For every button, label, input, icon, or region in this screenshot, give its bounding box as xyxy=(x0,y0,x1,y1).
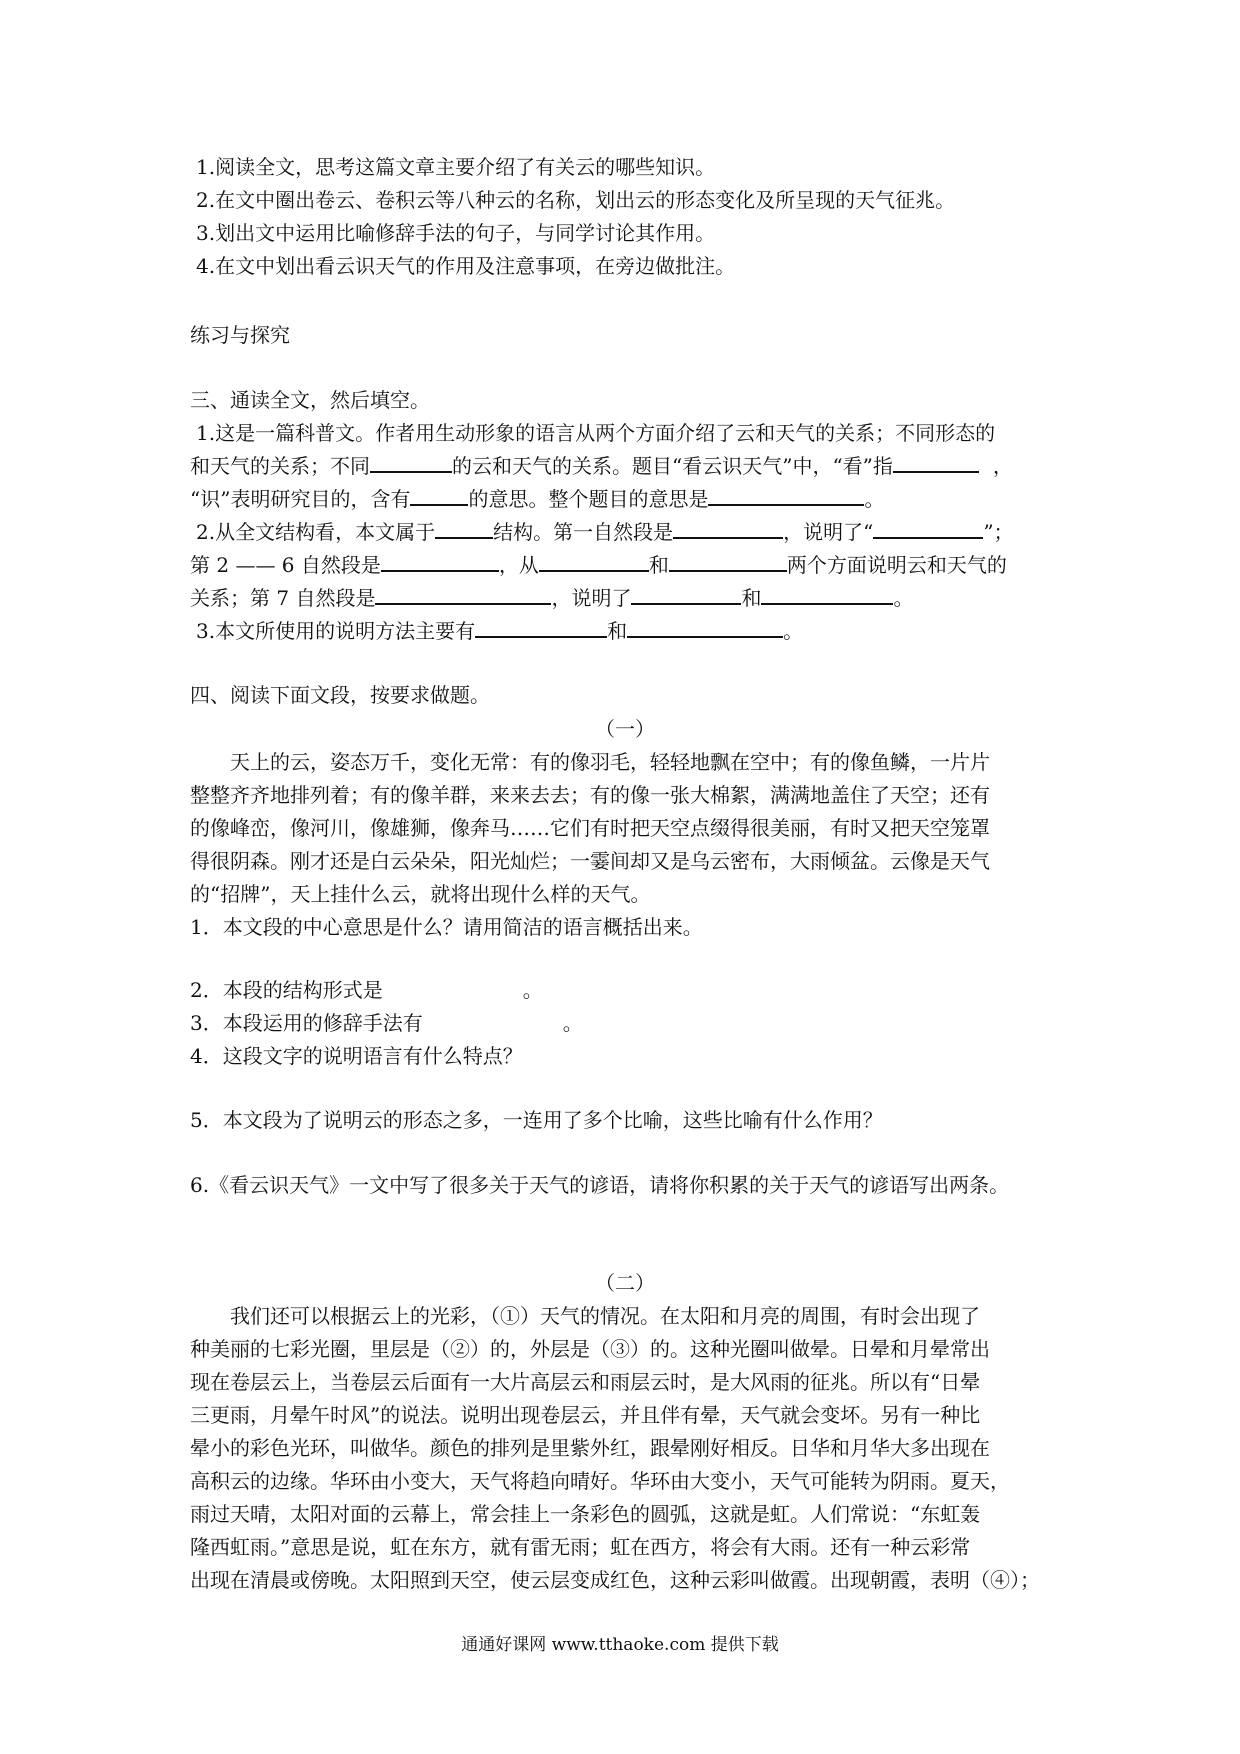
p1-question-1: 1．本文段的中心意思是什么？请用简洁的语言概括出来。 xyxy=(190,915,703,939)
s3-q2-line3: 关系；第 7 自然段是 ，说明了 和 。 xyxy=(190,586,914,610)
s3-q2-line1: 2.从全文结构看，本文属于 结构。第一自然段是 ，说明了“ ”； xyxy=(196,520,1014,544)
p1-question-3: 3．本段运用的修辞手法有 。 xyxy=(190,1011,583,1035)
blank xyxy=(761,585,893,605)
part1-line: 的“招牌”，天上挂什么云，就将出现什么样的天气。 xyxy=(190,882,651,906)
s3-q1-line2: 和天气的关系；不同 的云和天气的关系。题目“看云识天气”中，“看”指 ， xyxy=(190,454,1013,478)
part2-line: 我们还可以根据云上的光彩，（①）天气的情况。在太阳和月亮的周围，有时会出现了 xyxy=(230,1304,980,1328)
part1-line: 整整齐齐地排列着；有的像羊群，来来去去；有的像一张大棉絮，满满地盖住了天空；还有 xyxy=(190,783,990,807)
task-2: 2.在文中圈出卷云、卷积云等八种云的名称，划出云的形态变化及所呈现的天气征兆。 xyxy=(196,188,956,212)
blank xyxy=(435,519,493,539)
blank xyxy=(410,486,468,506)
blank xyxy=(893,453,979,473)
page-footer: 通通好课网 www.tthaoke.com 提供下载 xyxy=(461,1635,779,1655)
section-practice-heading: 练习与探究 xyxy=(190,323,290,347)
p1-question-5: 5．本文段为了说明云的形态之多，一连用了多个比喻，这些比喻有什么作用？ xyxy=(190,1108,883,1132)
p1-question-4: 4．这段文字的说明语言有什么特点？ xyxy=(190,1044,523,1068)
blank xyxy=(708,486,864,506)
blank xyxy=(375,585,551,605)
blank xyxy=(475,618,607,638)
part2-line: 隆西虹雨。”意思是说，虹在东方，就有雷无雨；虹在西方，将会有大雨。还有一种云彩常 xyxy=(190,1535,971,1559)
s3-q1-line1: 1.这是一篇科普文。作者用生动形象的语言从两个方面介绍了云和天气的关系；不同形态的 xyxy=(196,421,996,445)
part1-line: 的像峰峦，像河川，像雄狮，像奔马……它们有时把天空点缀得很美丽，有时又把天空笼罩 xyxy=(190,816,990,840)
part2-heading: （二） xyxy=(595,1271,655,1295)
blank xyxy=(627,618,783,638)
blank xyxy=(669,552,787,572)
part1-heading: （一） xyxy=(595,717,655,741)
part2-line: 现在卷层云上，当卷层云后面有一大片高层云和雨层云时，是大风雨的征兆。所以有“日晕 xyxy=(190,1370,981,1394)
part2-line: 晕小的彩色光环，叫做华。颜色的排列是里紫外红，跟晕刚好相反。日华和月华大多出现在 xyxy=(190,1436,990,1460)
part2-line: 出现在清晨或傍晚。太阳照到天空，使云层变成红色，这种云彩叫做霞。出现朝霞，表明（④）； xyxy=(190,1568,1040,1592)
task-4: 4.在文中划出看云识天气的作用及注意事项，在旁边做批注。 xyxy=(196,254,736,278)
part2-line: 三更雨，月晕午时风”的说法。说明出现卷层云，并且伴有晕，天气就会变坏。另有一种比 xyxy=(190,1403,981,1427)
blank xyxy=(673,519,783,539)
s3-q1-line3: “识”表明研究目的，含有 的意思。整个题目的意思是 。 xyxy=(190,487,885,511)
part2-line: 雨过天晴，太阳对面的云幕上，常会挂上一条彩色的圆弧，这就是虹。人们常说：“东虹轰 xyxy=(190,1502,981,1526)
s3-q3: 3.本文所使用的说明方法主要有 和 。 xyxy=(196,619,804,643)
section3-title: 三、通读全文，然后填空。 xyxy=(190,388,430,412)
p1-question-6: 6.《看云识天气》一文中写了很多关于天气的谚语，请将你积累的关于天气的谚语写出两条。 xyxy=(190,1173,1010,1197)
part1-line: 天上的云，姿态万千，变化无常：有的像羽毛，轻轻地飘在空中；有的像鱼鳞，一片片 xyxy=(230,750,990,774)
s3-q2-line2: 第 2 —— 6 自然段是 ，从 和 两个方面说明云和天气的 xyxy=(190,553,1007,577)
blank xyxy=(370,453,452,473)
blank xyxy=(873,519,983,539)
blank xyxy=(381,552,499,572)
p1-question-2: 2．本段的结构形式是 。 xyxy=(190,978,543,1002)
blank xyxy=(631,585,741,605)
section4-title: 四、阅读下面文段，按要求做题。 xyxy=(190,683,490,707)
task-1: 1.阅读全文，思考这篇文章主要介绍了有关云的哪些知识。 xyxy=(196,155,716,179)
blank xyxy=(539,552,649,572)
part2-line: 种美丽的七彩光圈，里层是（②）的，外层是（③）的。这种光圈叫做晕。日晕和月晕常出 xyxy=(190,1337,990,1361)
task-3: 3.划出文中运用比喻修辞手法的句子，与同学讨论其作用。 xyxy=(196,221,716,245)
part2-line: 高积云的边缘。华环由小变大，天气将趋向晴好。华环由大变小，天气可能转为阴雨。夏天， xyxy=(190,1469,1010,1493)
part1-line: 得很阴森。刚才还是白云朵朵，阳光灿烂；一霎间却又是乌云密布，大雨倾盆。云像是天气 xyxy=(190,849,990,873)
